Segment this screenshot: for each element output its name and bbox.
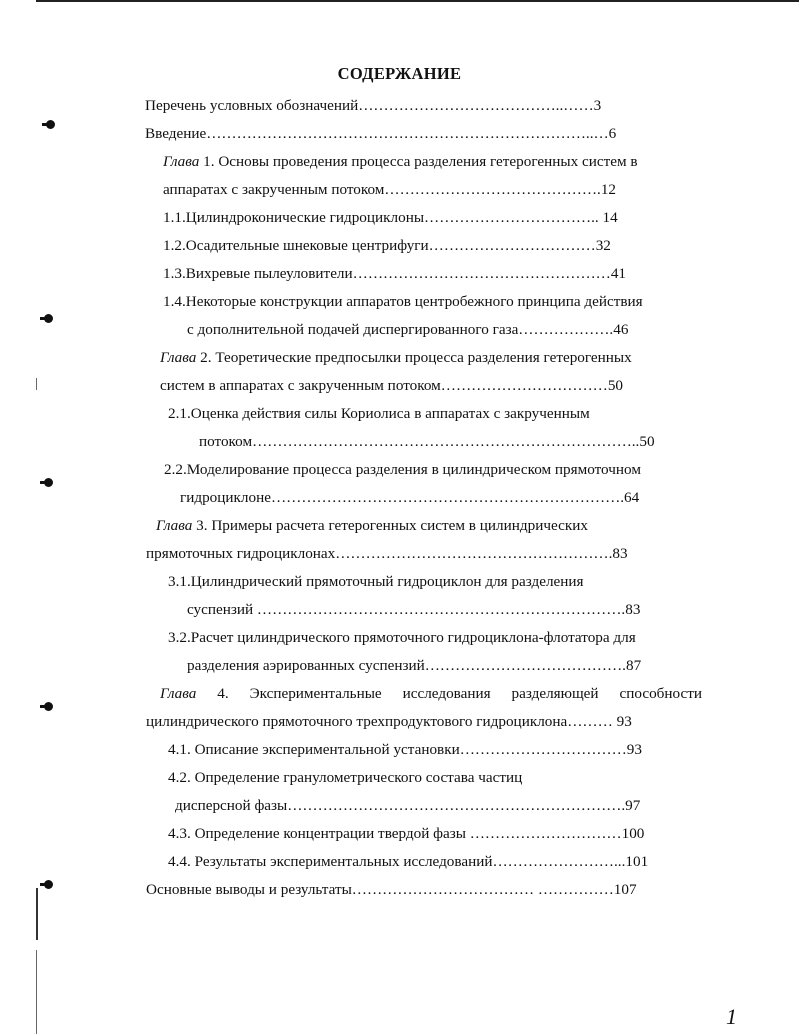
punch-hole-mark — [44, 702, 53, 711]
chapter-title-word: способности — [619, 685, 702, 702]
toc-section-4-1: 4.1. Описание экспериментальной установки……………………………93 — [168, 741, 642, 758]
toc-section-3-2-cont: разделения аэрированных суспензий………………………………….87 — [187, 657, 642, 674]
chapter-title-word: Экспериментальные — [249, 685, 382, 702]
page-title: СОДЕРЖАНИЕ — [337, 64, 462, 83]
punch-hole-mark — [44, 478, 53, 487]
chapter-title-word: исследования — [402, 685, 491, 702]
scan-margin-line — [36, 888, 38, 940]
page-number: 1 — [726, 1004, 737, 1029]
chapter-title: 1. Основы проведения процесса разделения гетерогенных систем в — [199, 153, 638, 170]
toc-section-1-1: 1.1.Цилиндроконические гидроциклоны…………………………….. 14 — [163, 209, 618, 226]
toc-section-4-3: 4.3. Определение концентрации твердой фазы …………………………100 — [168, 825, 645, 842]
toc-section-4-2: 4.2. Определение гранулометрического состава частиц — [168, 769, 523, 786]
toc-section-4-2-cont: дисперсной фазы………………………………………………………….97 — [175, 797, 641, 814]
chapter-label: Глава — [160, 349, 197, 366]
toc-chapter-3-cont: прямоточных гидроциклонах……………………………………………….83 — [146, 545, 628, 562]
toc-section-3-2: 3.2.Расчет цилиндрического прямоточного гидроциклона-флотатора для — [168, 629, 636, 646]
scan-artifact — [36, 950, 37, 1034]
toc-chapter-1-cont: аппаратах с закрученным потоком…………………………………….12 — [163, 181, 617, 198]
chapter-title: 3. Примеры расчета гетерогенных систем в цилиндрических — [192, 517, 588, 534]
toc-chapter-2 — [160, 348, 632, 368]
toc-entry-abbreviations: Перечень условных обозначений…………………………………..……3 — [145, 97, 602, 114]
punch-hole-mark — [44, 880, 53, 889]
toc-section-2-1-cont: потоком…………………………………………………………………..50 — [199, 433, 655, 450]
toc-entry-conclusions: Основные выводы и результаты……………………………… ……………107 — [146, 881, 637, 898]
toc-entry-introduction: Введение…………………………………………………………………..…6 — [145, 125, 617, 142]
toc-section-4-4: 4.4. Результаты экспериментальных исследований……………………...101 — [168, 853, 649, 870]
toc-section-1-2: 1.2.Осадительные шнековые центрифуги……………………………32 — [163, 237, 611, 254]
toc-section-3-1: 3.1.Цилиндрический прямоточный гидроциклон для разделения — [168, 573, 584, 590]
scan-top-edge — [36, 0, 799, 2]
punch-hole-mark — [46, 120, 55, 129]
scan-artifact — [36, 378, 37, 390]
toc-section-1-4-cont: с дополнительной подачей диспергированного газа……………….46 — [187, 321, 629, 338]
toc-chapter-4 — [160, 684, 702, 704]
punch-hole-mark — [44, 314, 53, 323]
chapter-title: 2. Теоретические предпосылки процесса разделения гетерогенных — [196, 349, 632, 366]
toc-section-1-4: 1.4.Некоторые конструкции аппаратов центробежного принципа действия — [163, 293, 643, 310]
toc-chapter-4-cont: цилиндрического прямоточного трехпродуктового гидроциклона……… 93 — [146, 713, 632, 730]
toc-chapter-1 — [163, 152, 638, 172]
chapter-label: Глава — [156, 517, 193, 534]
toc-chapter-3 — [156, 516, 588, 536]
toc-section-3-1-cont: суспензий ……………………………………………………………….83 — [187, 601, 641, 618]
chapter-title-word: 4. — [217, 685, 229, 702]
toc-chapter-2-cont: систем в аппаратах с закрученным потоком……………………………50 — [160, 377, 624, 394]
chapter-label: Глава — [163, 153, 200, 170]
toc-section-2-2-cont: гидроциклоне…………………………………………………………….64 — [180, 489, 640, 506]
toc-section-1-3: 1.3.Вихревые пылеуловители……………………………………………41 — [163, 265, 627, 282]
toc-section-2-1: 2.1.Оценка действия силы Кориолиса в аппаратах с закрученным — [168, 405, 590, 422]
chapter-title-word: разделяющей — [511, 685, 599, 702]
chapter-label: Глава — [160, 685, 197, 702]
toc-section-2-2: 2.2.Моделирование процесса разделения в цилиндрическом прямоточном — [164, 461, 641, 478]
